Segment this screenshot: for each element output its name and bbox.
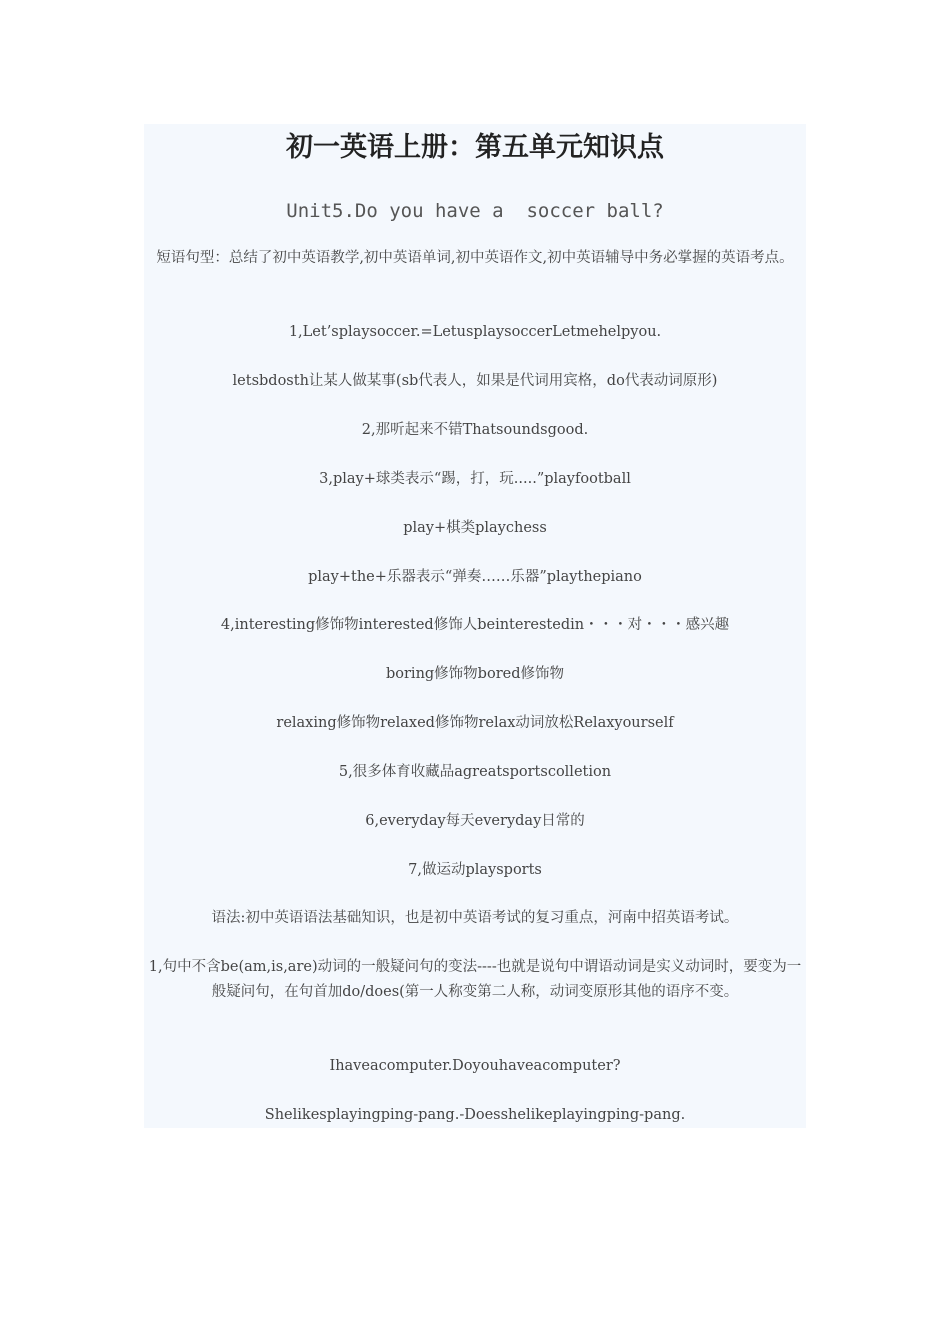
paragraph-9: relaxing修饰物relaxed修饰物relax动词放松Relaxyourself bbox=[276, 715, 674, 731]
paragraph-1: 1,Let’splaysoccer.=LetusplaysoccerLetmehelpyou. bbox=[288, 324, 662, 340]
example-sentence-1: Ihaveacomputer.Doyouhaveacomputer? bbox=[329, 1058, 621, 1074]
document-title: 初一英语上册：第五单元知识点 bbox=[286, 132, 664, 163]
unit-subtitle: Unit5.Do you have a soccer ball? bbox=[286, 200, 664, 222]
grammar-paragraph: 语法:初中英语语法基础知识，也是初中英语考试的复习重点，河南中招英语考试。 bbox=[211, 910, 739, 926]
example-sentence-2: Shelikesplayingping-pang.-Doesshelikeplayingping-pang. bbox=[264, 1107, 686, 1123]
paragraph-11: 6,everyday每天everyday日常的 bbox=[365, 813, 585, 829]
paragraph-12: 7,做运动playsports bbox=[408, 862, 542, 878]
paragraph-8: boring修饰物bored修饰物 bbox=[385, 666, 564, 682]
grammar-rule-paragraph: 1,句中不含be(am,is,are)动词的一般疑问句的变法----也就是说句中谓语动词是实义动词时，要变为一般疑问句，在句首加do/does(第一人称变第二人称，动词变原形其他的语序不变。 bbox=[148, 959, 802, 1000]
paragraph-5: play+棋类playchess bbox=[403, 520, 547, 536]
paragraph-3: 2,那听起来不错Thatsoundsgood. bbox=[361, 422, 589, 438]
paragraph-7: 4,interesting修饰物interested修饰人beinterestedin・・・对・・・感兴趣 bbox=[220, 617, 730, 633]
paragraph-10: 5,很多体育收藏品agreatsportscolletion bbox=[338, 764, 612, 780]
intro-paragraph: 短语句型：总结了初中英语教学,初中英语单词,初中英语作文,初中英语辅导中务必掌握的英语考点。 bbox=[156, 250, 794, 266]
paragraph-6: play+the+乐器表示“弹奏……乐器”playthepiano bbox=[308, 569, 642, 585]
paragraph-4: 3,play+球类表示“踢，打，玩.....”playfootball bbox=[319, 471, 631, 487]
paragraph-2: letsbdosth让某人做某事(sb代表人，如果是代词用宾格，do代表动词原形) bbox=[232, 373, 718, 389]
